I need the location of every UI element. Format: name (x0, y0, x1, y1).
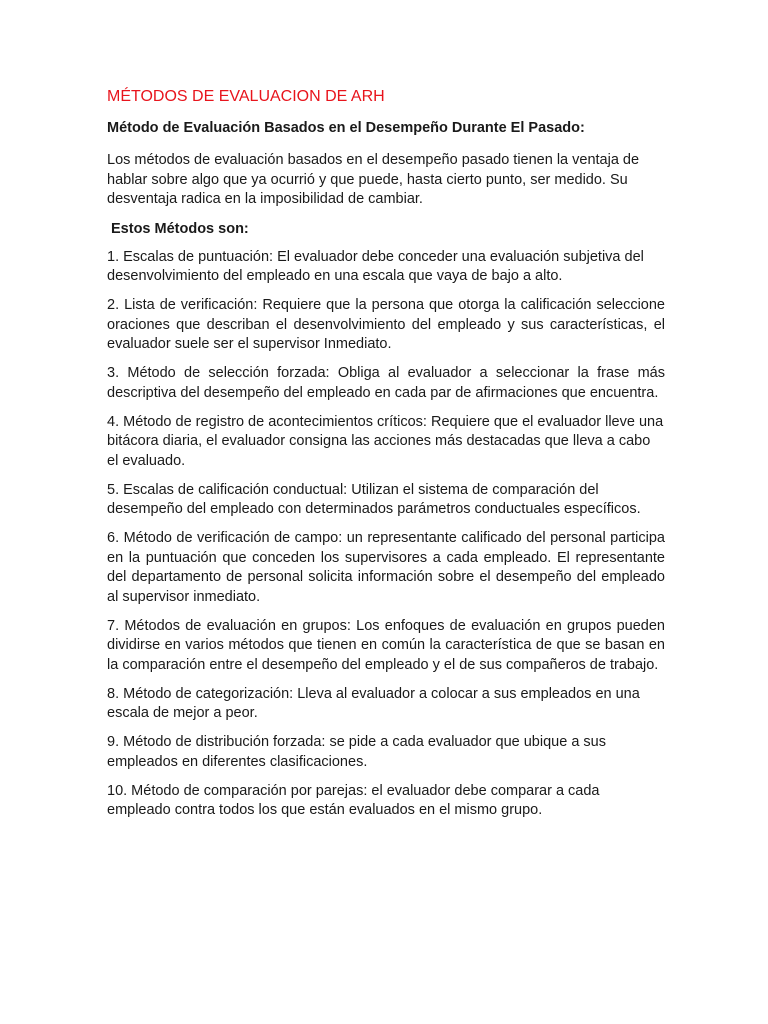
list-item: 8. Método de categorización: Lleva al evaluador a colocar a sus empleados en una escala de mejor a peor. (107, 685, 640, 721)
intro-paragraph: Los métodos de evaluación basados en el desempeño pasado tienen la ventaja de hablar sobre algo que ya ocurrió y que puede, hasta cierto punto, ser medido. Su desventaja radica en la imposibilidad de cambiar. (107, 152, 640, 207)
list-item: 1. Escalas de puntuación: El evaluador debe conceder una evaluación subjetiva del desenvolvimiento del empleado en una escala que vaya de bajo a alto. (107, 248, 644, 284)
list-item: 6. Método de verificación de campo: un representante calificado del personal participa en la puntuación que conceden los supervisores a cada empleado. El representante del departamento de personal solicita información sobre el desempeño del empleado al supervisor inmediato. (107, 530, 665, 605)
list-item: 4. Método de registro de acontecimientos críticos: Requiere que el evaluador lleve una bitácora diaria, el evaluador consigna las acciones más destacadas que lleva a cabo el evaluado. (107, 413, 664, 469)
list-item: 3. Método de selección forzada: Obliga al evaluador a seleccionar la frase más descriptiva del desempeño del empleado en cada par de afirmaciones que encuentra. (107, 365, 665, 401)
list-heading: Estos Métodos son: (111, 220, 249, 237)
list-item: 10. Método de comparación por parejas: el evaluador debe comparar a cada empleado contra todos los que están evaluados en el mismo grupo. (107, 782, 600, 818)
list-item: 2. Lista de verificación: Requiere que la persona que otorga la calificación seleccione oraciones que describan el desenvolvimiento del empleado y sus características, el evaluador suele ser el supervisor Inmediato. (107, 297, 665, 352)
list-item: 9. Método de distribución forzada: se pide a cada evaluador que ubique a sus empleados en diferentes clasificaciones. (107, 734, 606, 770)
document-page (107, 86, 665, 830)
list-item: 7. Métodos de evaluación en grupos: Los enfoques de evaluación en grupos pueden dividirse en varios métodos que tienen en común la característica de que se basan en la comparación entre el desempeño del empleado y el de sus compañeros de trabajo. (107, 617, 665, 673)
document-title: MÉTODOS DE EVALUACION DE ARH (107, 88, 385, 105)
list-item: 5. Escalas de calificación conductual: Utilizan el sistema de comparación del desempeño del empleado con determinados parámetros conductuales específicos. (107, 481, 641, 517)
document-subtitle: Método de Evaluación Basados en el Desempeño Durante El Pasado: (107, 120, 585, 136)
